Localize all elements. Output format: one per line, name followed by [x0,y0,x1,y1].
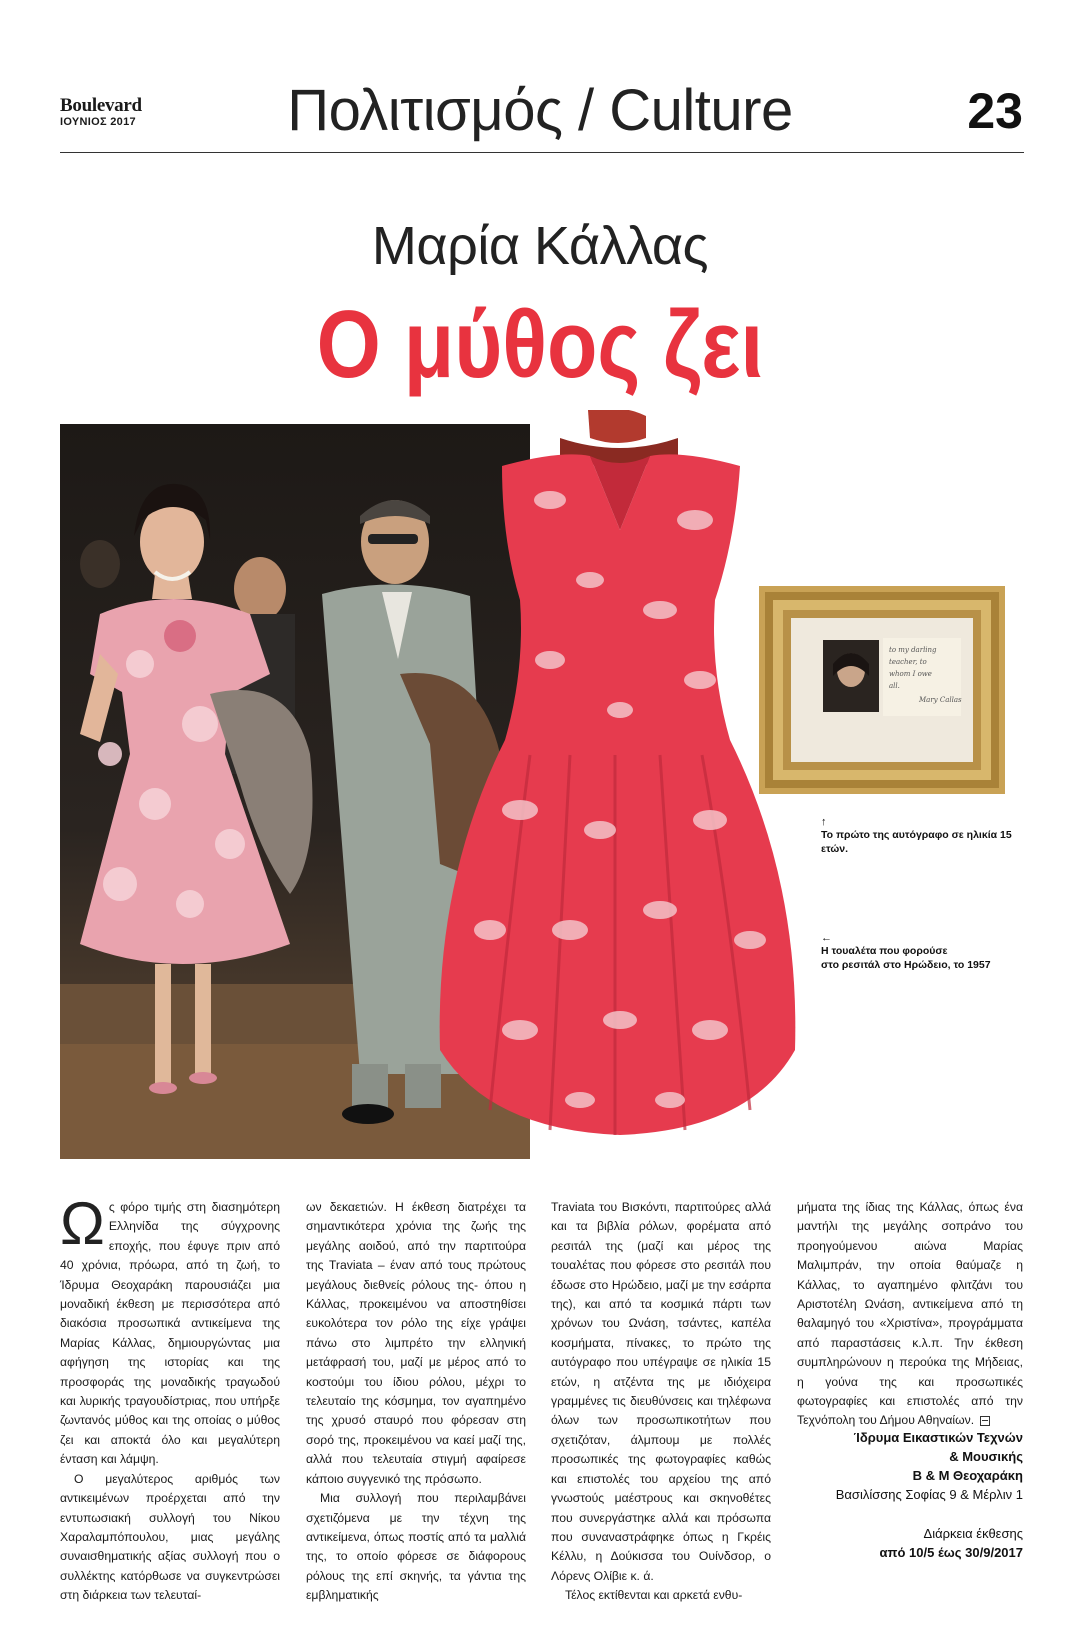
drop-cap: Ω [60,1190,105,1257]
article-headline: Ο μύθος ζει [316,291,764,398]
svg-text:all.: all. [889,682,900,690]
paragraph: ων δεκαετιών. Η έκθεση διατρέχει τα σημαντικότερα χρόνια της ζωής της μεγάλης αοιδού, από την παρτιτούρα της Traviata – έναν από τους πρώτους μεγάλους διεθνείς ρόλους της- όπου η Κάλλας, προκειμένου να αποστηθίσει ευκολότερα τον ρόλο της είχε γράψει πάνω στο λιμπρέτο την ελληνική μετάφρασή του, μαζί με μέρος από το κοστούμι του ίδιου ρόλου, μέχρι το τελευταίο της κόσμημα, τον αγαπημένο της χρυσό σταυρό που φόρεσαν στη σορό της, προκειμένου να καεί μαζί της, αλλά που τελευταία στιγμή αφαίρεσε κάποιο συγγενικό της πρόσωπο. [306,1200,526,1486]
header-divider [60,152,1024,153]
svg-text:teacher, to: teacher, to [889,658,927,666]
paragraph: Μια συλλογή που περιλαμβάνει σχετιζόμενα με την τέχνη της αντικείμενα, όπως ποστίς από τα μαλλιά της, το οποίο φόρεσε σε διάφορους ρόλους της επί σκηνής, τα γάντια της εμβληματικής [306,1491,526,1603]
svg-text:whom I owe: whom I owe [889,670,932,678]
svg-text:Mary Callas: Mary Callas [919,696,962,704]
autograph-frame-photo [759,586,1005,794]
svg-text:to my darling: to my darling [889,646,937,654]
paragraph: Ο μεγαλύτερος αριθμός των αντικειμένων προέρχεται από την εντυπωσιακή συλλογή του Νίκου Χαραλαμπόπουλου, μιας μεγάλης συναισθηματικής αξίας συλλογή που ο συλλέκτης κατόρθωσε να συγκεντρώσει στη διάρκεια των τελευταί- [60,1471,280,1603]
caption-autograph-text: Το πρώτο της αυτόγραφο σε ηλικία 15 ετών. [821,829,1012,855]
end-of-article-icon [980,1416,990,1426]
paragraph-text: ς φόρο τιμής στη διασημότερη Ελληνίδα της σύγχρονης εποχής, που έφυγε πριν από 40 χρόνια, πρόωρα, από τη ζωή, το Ίδρυμα Θεοχαράκη παρουσιάζει μια μοναδική έκθεση με περισσότερα από διακόσια προσωπικά αντικείμενα της Μαρίας Κάλλας, δημιουργώντας μια αφήγηση της ιστορίας και της προσφοράς της μοναδικής τραγωδού και λυρικής τραγουδίστριας, που υπήρξε ζωντανός μύθος και της οποίας ο μύθος ζει και αποκτά όλο και μεγαλύτερη ένταση και λάμψη. [60,1200,280,1467]
exhibition-info [797,1428,1023,1562]
article-kicker: Μαρία Κάλλας [371,216,709,276]
institution-line-1: Ίδρυμα Εικαστικών Τεχνών [853,1430,1023,1445]
paragraph [60,1190,280,1470]
caption-dress [821,932,1041,972]
exhibition-dates: από 10/5 έως 30/9/2017 [879,1545,1023,1560]
section-title: Πολιτισμός / Culture [287,78,793,143]
article-column-3 [551,1198,771,1606]
caption-autograph [821,816,1041,856]
duration-label: Διάρκεια έκθεσης [923,1526,1023,1541]
arrow-up-icon: ↑ [821,816,827,828]
article-column-2 [306,1198,526,1606]
brand-logo: Boulevard [60,95,142,116]
arrow-left-icon: ← [821,932,832,944]
institution-line-2: & Μουσικής [949,1449,1023,1464]
paragraph: Τέλος εκτίθενται και αρκετά ενθυ- [565,1588,743,1603]
caption-dress-line1: Η τουαλέτα που φορούσε [821,945,948,957]
article-column-4 [797,1198,1023,1431]
paragraph [797,1198,1023,1431]
page-number: 23 [967,83,1023,139]
institution-address: Βασιλίσσης Σοφίας 9 & Μέρλιν 1 [835,1487,1023,1502]
caption-dress-line2: στο ρεσιτάλ στο Ηρώδειο, το 1957 [821,959,991,971]
institution-line-3: Β & Μ Θεοχαράκη [912,1468,1023,1483]
paragraph-text: μήματα της ίδιας της Κάλλας, όπως ένα μαντήλι της μεγάλης σοπράνο του προηγούμενου αιώνα Μαρίας Μαλιμπράν, την οποία θαύμαζε η Κάλλας, το αγαπημένο φλιτζάνι του Αριστοτέλη Ωνάση, αντικείμενα από τη θαλαμηγό του «Χριστίνα», προγράμματα από παραστάσεις κ.λ.π. Την έκθεση συμπληρώνουν η περούκα της Μήδειας, η γούνα της και προσωπικές φωτογραφίες και επιστολές από την Τεχνόπολη του Δήμου Αθηναίων. [797,1200,1023,1428]
article-column-1 [60,1190,280,1606]
paragraph: Traviata του Βισκόντι, παρτιτούρες αλλά και τα βιβλία ρόλων, φορέματα από ρεσιτάλ της (μαζί και μέρος της τουαλέτας που φόρεσε στο ρεσιτάλ που έδωσε στο Ηρώδειο, μαζί με την εσάρπα της), και από τα κοσμικά πάρτι των χρόνων του Ωνάση, τσάντες, καπέλα κοσμήματα, πίνακες, το πρώτο της αυτόγραφο που υπέγραψε σε ηλικία 15 ετών, η ατζέντα της με ιδιόχειρα γραμμένες τις διευθύνσεις και τηλέφωνα όλων των προσωπικοτήτων που σχετιζόταν, άλμπουμ με πολλές προσωπικές της φωτογραφίες καθώς και επιστολές του αρχείου της από γνωστούς μαέστρους και σκηνοθέτες που συνεργάστηκε αλλά και πρόσωπα που συναναστράφηκε όπως η Γκρέις Κέλλυ, η Δούκισσα του Ουίνδσορ, ο Λόρενς Ολίβιε κ. ά. [551,1200,771,1583]
issue-date: ΙΟΥΝΙΟΣ 2017 [60,116,136,128]
